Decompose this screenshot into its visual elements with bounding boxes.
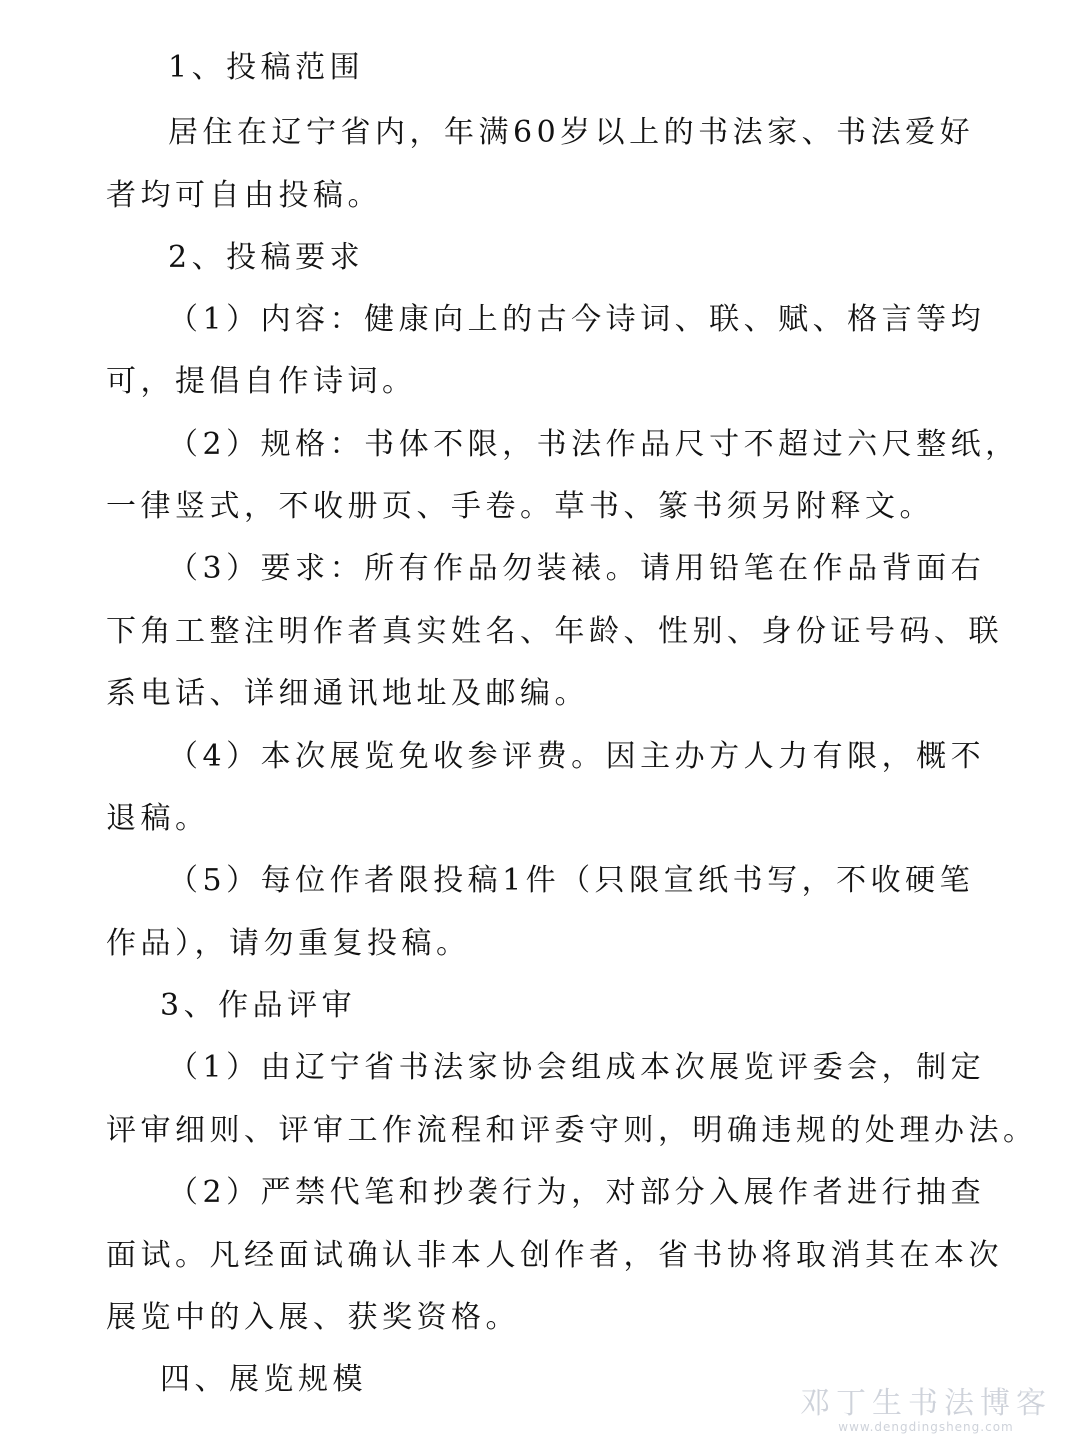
paragraph-line: （4）本次展览免收参评费。因主办方人力有限，概不 (168, 739, 986, 774)
paragraph-line: 下角工整注明作者真实姓名、年龄、性别、身份证号码、联 (106, 614, 1003, 649)
paragraph-line: 评审细则、评审工作流程和评委守则，明确违规的处理办法。 (106, 1113, 1038, 1148)
paragraph-line: （2）严禁代笔和抄袭行为，对部分入展作者进行抽查 (168, 1175, 986, 1210)
heading-work-review: 3、作品评审 (160, 988, 357, 1023)
paragraph-line: 者均可自由投稿。 (106, 178, 382, 213)
paragraph-line: 可，提倡自作诗词。 (106, 364, 417, 399)
paragraph-line: （2）规格：书体不限，书法作品尺寸不超过六尺整纸， (168, 427, 1020, 462)
heading-submission-requirements: 2、投稿要求 (168, 240, 365, 275)
paragraph-line: 展览中的入展、获奖资格。 (106, 1300, 520, 1335)
paragraph-line: （1）内容：健康向上的古今诗词、联、赋、格言等均 (168, 302, 986, 337)
paragraph-line: 系电话、详细通讯地址及邮编。 (106, 676, 589, 711)
paragraph-line: 作品），请勿重复投稿。 (106, 926, 471, 961)
paragraph-line: 居住在辽宁省内，年满60岁以上的书法家、书法爱好 (168, 115, 975, 150)
watermark-url: www.dengdingsheng.com (838, 1420, 1014, 1434)
blog-watermark (800, 1388, 1052, 1434)
paragraph-line: 面试。凡经面试确认非本人创作者，省书协将取消其在本次 (106, 1238, 1003, 1273)
paragraph-line: （3）要求：所有作品勿装裱。请用铅笔在作品背面右 (168, 551, 986, 586)
paragraph-line: 一律竖式，不收册页、手卷。草书、篆书须另附释文。 (106, 489, 934, 524)
paragraph-line: （1）由辽宁省书法家协会组成本次展览评委会，制定 (168, 1050, 986, 1085)
paragraph-line: 退稿。 (106, 801, 210, 836)
watermark-title: 邓丁生书法博客 (800, 1386, 1052, 1421)
heading-exhibition-scale: 四、展览规模 (160, 1362, 367, 1397)
heading-submission-scope: 1、投稿范围 (168, 50, 365, 85)
paragraph-line: （5）每位作者限投稿1件（只限宣纸书写，不收硬笔 (168, 863, 975, 898)
